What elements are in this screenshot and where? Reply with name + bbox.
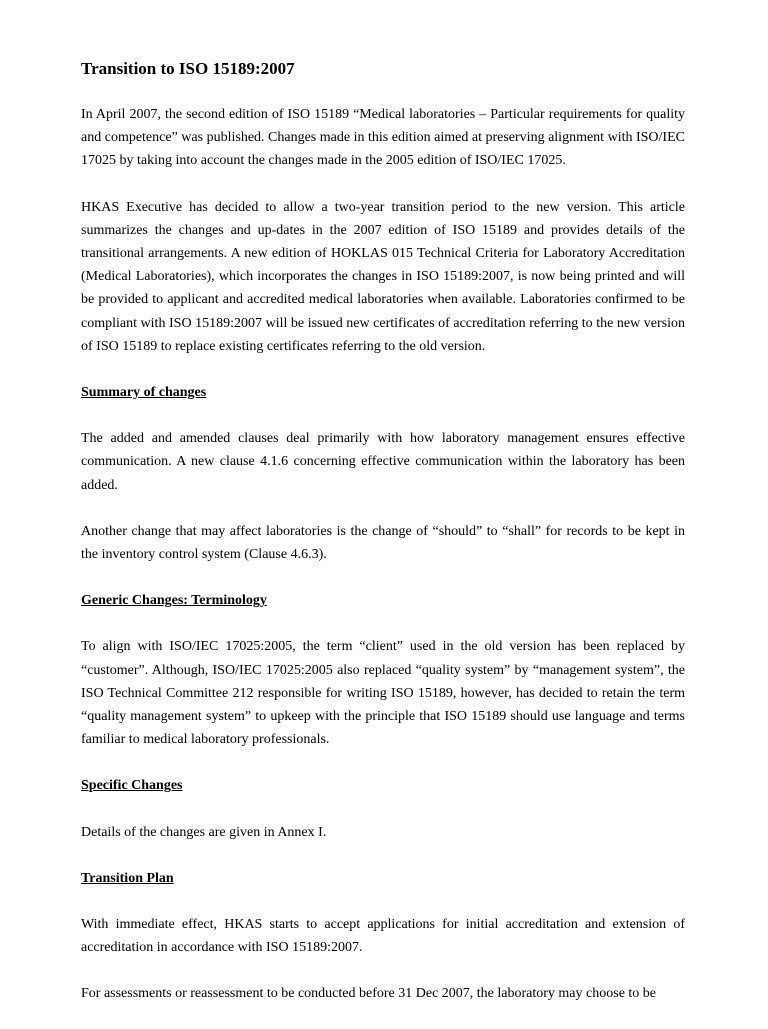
document-title: Transition to ISO 15189:2007 — [81, 59, 295, 78]
generic-changes-paragraph: To align with ISO/IEC 17025:2005, the term “client” used in the old version has been replaced by “customer”. Although, ISO/IEC 17025:2005 also replaced “quality system” by “management system”, the ISO Technical Committee 212 responsible for writing ISO 15189, however, has decided to retain the term “quality management system” to upkeep with the principle that ISO 15189 should use language and terms familiar to medical laboratory professionals. — [81, 639, 685, 748]
section-heading-summary-of-changes: Summary of changes — [81, 385, 207, 401]
intro-paragraph-1: In April 2007, the second edition of ISO 15189 “Medical laboratories – Particular requirements for quality and competence” was published. Changes made in this edition aimed at preserving alignment with ISO/IEC 17025 by taking into account the changes made in the 2005 edition of ISO/IEC 17025. — [81, 107, 685, 169]
section-heading-transition-plan: Transition Plan — [81, 870, 174, 886]
transition-plan-paragraph-1: With immediate effect, HKAS starts to accept applications for initial accreditation and extension of accreditation in accordance with ISO 15189:2007. — [81, 917, 685, 956]
specific-changes-paragraph: Details of the changes are given in Annex I. — [81, 824, 327, 840]
intro-paragraph-2: HKAS Executive has decided to allow a two-year transition period to the new version. This article summarizes the changes and up-dates in the 2007 edition of ISO 15189 and provides details of the transitional arrangements. A new edition of HOKLAS 015 Technical Criteria for Laboratory Accreditation (Medical Laboratories), which incorporates the changes in ISO 15189:2007, is now being printed and will be provided to applicant and accredited medical laboratories when available. Laboratories confirmed to be compliant with ISO 15189:2007 will be issued new certificates of accreditation referring to the new version of ISO 15189 to replace existing certificates referring to the old version. — [81, 199, 685, 354]
transition-plan-paragraph-2: For assessments or reassessment to be conducted before 31 Dec 2007, the laboratory may choose to be — [81, 986, 657, 1002]
section-heading-specific-changes: Specific Changes — [81, 778, 183, 794]
document-page — [81, 57, 685, 1029]
section-heading-generic-changes: Generic Changes: Terminology — [81, 593, 267, 609]
summary-paragraph-1: The added and amended clauses deal primarily with how laboratory management ensures effective communication. A new clause 4.1.6 concerning effective communication within the laboratory has been added. — [81, 431, 685, 493]
summary-paragraph-2: Another change that may affect laboratories is the change of “should” to “shall” for records to be kept in the inventory control system (Clause 4.6.3). — [81, 523, 685, 563]
